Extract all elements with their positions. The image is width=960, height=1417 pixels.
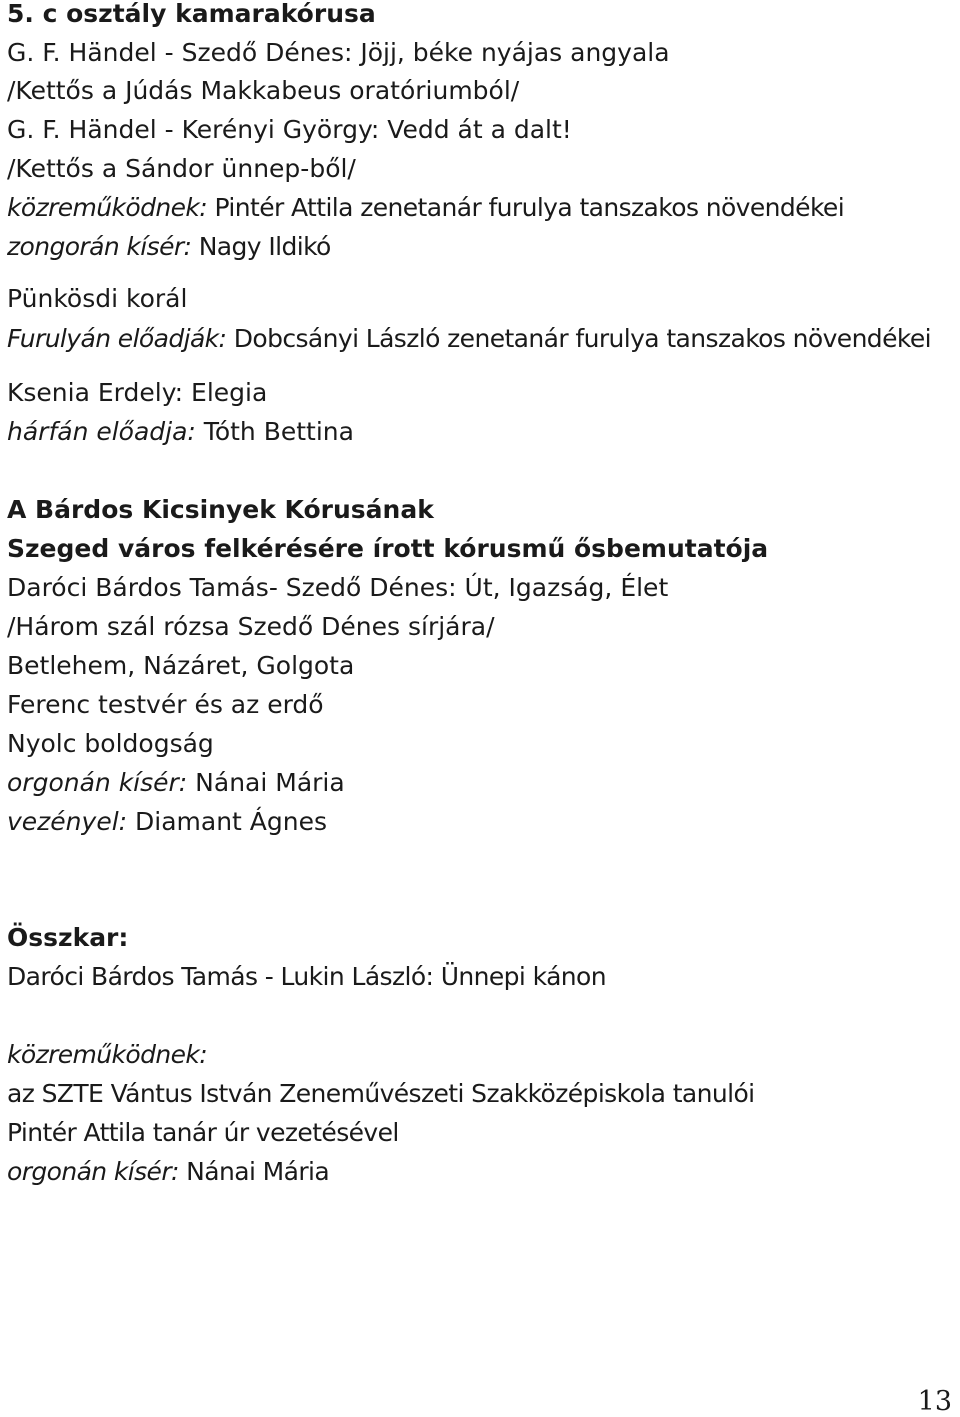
work2-title: G. F. Händel - Kerényi György: Vedd át a dalt!	[7, 115, 572, 144]
bardos-dedication: /Három szál rózsa Szedő Dénes sírjára/	[7, 612, 495, 641]
bardos-work: Daróci Bárdos Tamás- Szedő Dénes: Út, Igazság, Élet	[7, 573, 669, 602]
elegia-harp-line	[7, 419, 354, 444]
chorale-perf-value: Dobcsányi László zenetanár furulya tanszakos növendékei	[226, 324, 931, 353]
piano-label: zongorán kísér:	[7, 232, 192, 261]
work1-source: /Kettős a Júdás Makkabeus oratóriumból/	[7, 76, 520, 105]
piano-value: Nagy Ildikó	[191, 232, 331, 261]
work1-title: G. F. Händel - Szedő Dénes: Jöjj, béke nyájas angyala	[7, 38, 670, 67]
bardos-part2: Ferenc testvér és az erdő	[7, 690, 324, 719]
bardos-part3: Nyolc boldogság	[7, 729, 214, 758]
bardos-heading2: Szeged város felkérésére írott kórusmű ősbemutatója	[7, 534, 769, 563]
bardos-organ-value: Nánai Mária	[187, 768, 345, 797]
contrib-line	[7, 195, 844, 220]
tutti-contrib-line1: az SZTE Vántus István Zeneművészeti Szakközépiskola tanulói	[7, 1079, 755, 1108]
elegia-title: Ksenia Erdely: Elegia	[7, 378, 268, 407]
contrib-value: Pintér Attila zenetanár furulya tanszakos növendékei	[207, 193, 845, 222]
tutti-organ-label: orgonán kísér:	[7, 1157, 179, 1186]
work2-source: /Kettős a Sándor ünnep-ből/	[7, 154, 356, 183]
chorale-title: Pünkösdi korál	[7, 284, 188, 313]
piano-line	[7, 234, 331, 259]
elegia-harp-value: Tóth Bettina	[195, 417, 354, 446]
tutti-organ-line	[7, 1159, 329, 1184]
tutti-contrib-label: közreműködnek:	[7, 1040, 208, 1069]
chorale-performers-line	[7, 326, 931, 351]
elegia-harp-label: hárfán előadja:	[7, 417, 196, 446]
bardos-organ-label: orgonán kísér:	[7, 768, 188, 797]
tutti-organ-value: Nánai Mária	[178, 1157, 330, 1186]
section5-heading: 5. c osztály kamarakórusa	[7, 0, 376, 28]
bardos-part1: Betlehem, Názáret, Golgota	[7, 651, 355, 680]
bardos-conductor-line	[7, 809, 327, 834]
bardos-heading1: A Bárdos Kicsinyek Kórusának	[7, 495, 434, 524]
tutti-contrib-line2: Pintér Attila tanár úr vezetésével	[7, 1118, 399, 1147]
tutti-work: Daróci Bárdos Tamás - Lukin László: Ünnepi kánon	[7, 962, 606, 991]
bardos-conductor-value: Diamant Ágnes	[127, 807, 328, 836]
contrib-label: közreműködnek:	[7, 193, 208, 222]
bardos-organ-line	[7, 770, 345, 795]
page-number: 13	[917, 1386, 952, 1417]
bardos-conductor-label: vezényel:	[7, 807, 128, 836]
chorale-perf-label: Furulyán előadják:	[7, 324, 227, 353]
tutti-heading: Összkar:	[7, 923, 129, 952]
